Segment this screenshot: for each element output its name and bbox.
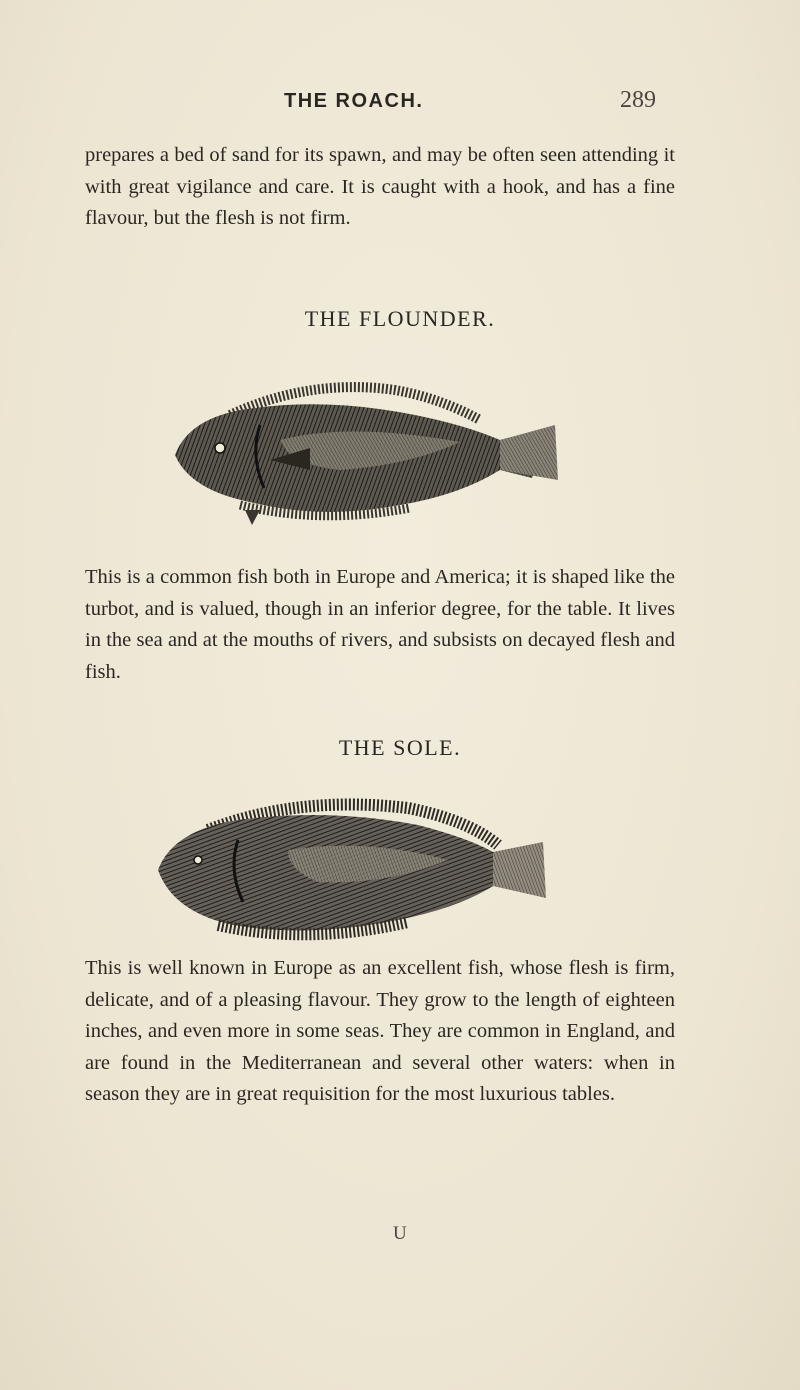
paragraph-roach-end: prepares a bed of sand for its spawn, and may be often seen attending it with great vigilance and care. It is caught with a hook, and has a fine flavour, but the flesh is not firm.	[85, 144, 675, 229]
section-title-sole: THE SOLE.	[338, 735, 462, 760]
sole-engraving-icon	[148, 790, 548, 945]
running-head: THE ROACH.	[284, 90, 424, 112]
page-number: 289	[620, 87, 656, 113]
section-title-flounder: THE FLOUNDER.	[304, 306, 496, 331]
paragraph-flounder: This is a common fish both in Europe and America; it is shaped like the turbot, and is valued, though in an inferior degree, for the table. It lives in the sea and at the mouths of rivers, and subsists on decayed flesh and fish.	[85, 566, 675, 683]
paragraph-sole: This is well known in Europe as an excellent fish, whose flesh is firm, delicate, and of a pleasing flavour. They grow to the length of eighteen inches, and even more in some seas. They are common in England, and are found in the Mediterranean and several other waters: when in season they are in great requisition for the most luxurious tables.	[85, 957, 675, 1105]
page-header	[0, 87, 800, 120]
signature-mark: U	[393, 1223, 407, 1244]
flounder-engraving-icon	[160, 370, 560, 530]
